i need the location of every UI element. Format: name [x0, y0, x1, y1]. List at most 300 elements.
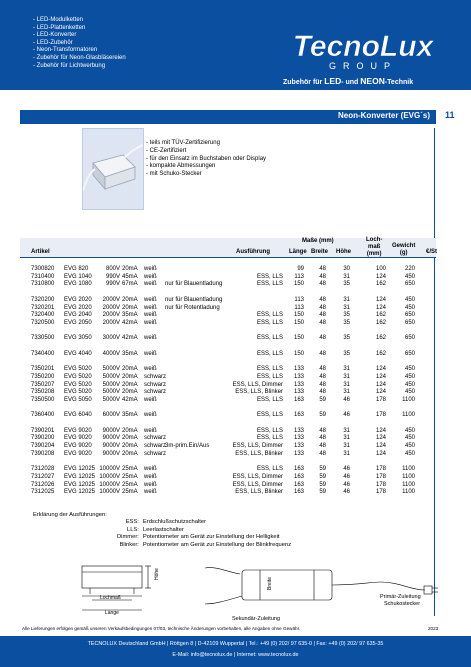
svg-text:GROUP: GROUP	[328, 61, 398, 71]
disclaimer: Alle Lieferungen erfolgen gemäß unseren Verkaufsbedingungen 07/03, technische Änderungen vorbehalten, alle Angaben ohne Gewähr.	[22, 626, 301, 631]
cell-gewicht: 1100	[402, 489, 415, 496]
cell-hinweis: nur für Blauentladung	[165, 296, 223, 303]
cell-lochmass: 124	[375, 427, 386, 434]
cell-laenge: 133	[293, 450, 304, 457]
cell-gewicht: 1100	[402, 466, 415, 473]
cell-laenge: 113	[294, 273, 304, 280]
cell-artikel: 7310400	[31, 273, 55, 280]
cell-breite: 48	[319, 266, 326, 272]
cell-breite: 48	[319, 281, 326, 288]
cell-gewicht: 450	[404, 389, 415, 396]
cell-lochmass: 178	[375, 481, 386, 488]
cell-farbe: weiß	[144, 366, 157, 373]
cell-modell: EVG 9020	[64, 427, 92, 434]
cell-modell: EVG 2050	[64, 319, 92, 326]
cell-strom: 20mA	[122, 389, 138, 396]
cell-modell: EVG 9020	[64, 435, 92, 442]
cell-spannung: 6000V	[102, 412, 120, 419]
cell-farbe: weiß	[144, 473, 157, 480]
col-head-laenge: Länge	[289, 249, 307, 255]
cell-lochmass: 124	[375, 381, 386, 388]
cell-modell: EVG 2020	[64, 304, 92, 311]
cell-strom: 42mA	[122, 396, 138, 403]
cell-artikel: 7320200	[31, 296, 55, 303]
table-row	[0, 489, 471, 497]
cell-farbe: weiß	[144, 396, 157, 403]
tagline: Zubehör für LED- und NEON-Technik	[283, 76, 414, 86]
cell-strom: 42mA	[122, 319, 138, 326]
cell-laenge: 150	[293, 319, 304, 326]
table-row	[0, 435, 471, 443]
tecnolux-logo	[283, 26, 443, 72]
cell-lochmass: 162	[375, 319, 386, 326]
cell-strom: 20mA	[122, 366, 138, 373]
cell-farbe: schwarz	[144, 435, 167, 442]
feature-list	[146, 140, 266, 179]
cell-hoehe: 31	[343, 427, 350, 434]
cell-hinweis: nur für Blauentladung	[165, 281, 223, 288]
col-head-preis: €/St	[426, 249, 438, 255]
cell-farbe: schwarz	[144, 373, 167, 380]
cell-lochmass: 178	[375, 473, 386, 480]
cell-gewicht: 450	[404, 435, 415, 442]
cell-lochmass: 124	[375, 296, 386, 303]
svg-text:TecnoLux: TecnoLux	[292, 30, 434, 63]
cell-spannung: 990V	[105, 281, 120, 288]
cell-lochmass: 124	[375, 435, 386, 442]
cell-strom: 45mA	[122, 273, 138, 280]
cell-modell: EVG 12025	[64, 466, 96, 473]
table-row	[0, 397, 471, 405]
cell-strom: 20mA	[122, 296, 138, 303]
cell-breite: 48	[319, 427, 326, 434]
cell-strom: 25mA	[122, 481, 138, 488]
cell-spannung: 9000V	[102, 443, 120, 450]
cell-hinweis: 3m-prim.Ein/Aus	[165, 443, 210, 450]
cell-spannung: 5000V	[102, 381, 120, 388]
feature-item: - CE-Zertifiziert	[146, 147, 187, 154]
cell-lochmass: 124	[375, 443, 386, 450]
cell-farbe: weiß	[144, 312, 157, 319]
cell-breite: 48	[319, 350, 326, 357]
col-head-gewicht: Gewicht (g)	[392, 243, 416, 256]
cell-breite: 48	[319, 366, 326, 373]
cell-ausfuehrung: ESS, LLS, Dimmer	[232, 473, 283, 480]
product-category-list	[33, 17, 126, 70]
cell-spannung: 5000V	[102, 373, 120, 380]
cell-artikel: 7390208	[31, 450, 55, 457]
cell-gewicht: 450	[404, 427, 415, 434]
cell-gewicht: 650	[404, 335, 415, 342]
cell-laenge: 99	[297, 266, 304, 272]
table-row	[0, 320, 471, 328]
cell-gewicht: 220	[404, 266, 415, 272]
cell-gewicht: 450	[404, 450, 415, 457]
cell-gewicht: 450	[404, 366, 415, 373]
cell-hoehe: 31	[343, 450, 350, 457]
cell-spannung: 4000V	[102, 350, 120, 357]
cell-spannung: 5000V	[102, 389, 120, 396]
cell-modell: EVG 4040	[64, 350, 92, 357]
col-head-lochmass: Loch- maß (mm)	[366, 237, 383, 257]
cell-gewicht: 650	[404, 350, 415, 357]
cell-modell: EVG 12025	[64, 473, 96, 480]
cell-modell: EVG 5020	[64, 366, 92, 373]
cell-artikel: 7350207	[31, 381, 55, 388]
table-row	[0, 474, 471, 482]
cell-laenge: 133	[293, 443, 304, 450]
footer-contact: E-Mail: info@tecnolux.de | Internet: www.tecnolux.de	[172, 652, 299, 658]
cell-artikel: 7320500	[31, 319, 55, 326]
cell-modell: EVG 5020	[64, 381, 92, 388]
cell-gewicht: 650	[404, 281, 415, 288]
cell-laenge: 133	[293, 427, 304, 434]
cell-ausfuehrung: ESS, LLS	[256, 373, 283, 380]
cell-laenge: 133	[293, 366, 304, 373]
cell-farbe: schwarz	[144, 381, 167, 388]
category-item: - LED-Modulketten	[33, 17, 84, 23]
product-photo	[82, 128, 144, 210]
cell-breite: 59	[319, 466, 326, 473]
cell-hoehe: 46	[343, 481, 350, 488]
dimension-drawing	[20, 560, 440, 622]
cell-farbe: weiß	[144, 296, 157, 303]
cell-spannung: 800V	[105, 266, 120, 272]
cell-farbe: weiß	[144, 281, 157, 288]
cell-strom: 20mA	[122, 304, 138, 311]
table-row	[0, 374, 471, 382]
cell-strom: 35mA	[122, 312, 138, 319]
label-hoehe: Höhe	[154, 568, 160, 580]
cell-farbe: weiß	[144, 304, 157, 311]
cell-breite: 48	[319, 435, 326, 442]
label-primaer-2: Schukostecker	[384, 601, 421, 607]
cell-ausfuehrung: ESS, LLS	[256, 366, 283, 373]
cell-ausfuehrung: ESS, LLS	[256, 319, 283, 326]
cell-spannung: 3000V	[102, 335, 120, 342]
label-sekundaer: Sekundär-Zuleitung	[232, 616, 281, 622]
cell-laenge: 163	[293, 396, 304, 403]
cell-artikel: 7390201	[31, 427, 55, 434]
cell-spannung: 10000V	[99, 489, 120, 496]
cell-laenge: 150	[293, 335, 304, 342]
section-title: Neon-Konverter (EVG´s)	[337, 111, 430, 120]
footer-year: 2023	[428, 626, 439, 631]
table-row	[0, 382, 471, 390]
cell-modell: EVG 3050	[64, 335, 92, 342]
cell-modell: EVG 5020	[64, 389, 92, 396]
cell-laenge: 163	[293, 481, 304, 488]
cell-spannung: 9000V	[102, 450, 120, 457]
table-row	[0, 443, 471, 451]
category-item: - LED-Konverter	[33, 32, 77, 39]
cell-farbe: weiß	[144, 350, 157, 357]
cell-modell: EVG 9020	[64, 443, 92, 450]
cell-artikel: 7330500	[31, 335, 55, 342]
cell-modell: EVG 820	[64, 266, 89, 272]
feature-item: - teils mit TÜV-Zertifizierung	[146, 140, 220, 146]
cell-ausfuehrung: ESS, LLS	[256, 312, 283, 319]
cell-artikel: 7310800	[31, 281, 55, 288]
cell-artikel: 7350208	[31, 389, 55, 396]
cell-spannung: 990V	[105, 273, 120, 280]
cell-spannung: 9000V	[102, 435, 120, 442]
table-row	[0, 274, 471, 282]
cell-laenge: 113	[294, 296, 304, 303]
cell-lochmass: 124	[375, 273, 386, 280]
table-row	[0, 466, 471, 474]
cell-farbe: weiß	[144, 412, 157, 419]
table-row	[0, 412, 471, 420]
table-header-rule	[20, 257, 436, 258]
cell-laenge: 150	[293, 350, 304, 357]
cell-farbe: weiß	[144, 319, 157, 326]
cell-laenge: 163	[293, 489, 304, 496]
cell-breite: 59	[319, 481, 326, 488]
cell-laenge: 133	[293, 381, 304, 388]
table-row	[0, 266, 471, 274]
cell-spannung: 5000V	[102, 366, 120, 373]
category-item: - LED-Plattenketten	[33, 24, 86, 31]
cell-lochmass: 124	[375, 389, 386, 396]
legend-notes	[33, 512, 295, 549]
cell-farbe: schwarz	[144, 443, 167, 450]
cell-strom: 20mA	[122, 427, 138, 434]
cell-strom: 42mA	[122, 335, 138, 342]
cell-laenge: 133	[293, 435, 304, 442]
cell-hoehe: 31	[343, 373, 350, 380]
legend-key: ESS:	[125, 519, 139, 526]
cell-gewicht: 650	[404, 312, 415, 319]
cell-lochmass: 124	[375, 450, 386, 457]
cell-strom: 20mA	[122, 373, 138, 380]
table-row	[0, 305, 471, 313]
cell-gewicht: 1100	[402, 473, 415, 480]
cell-farbe: schwarz	[144, 450, 167, 457]
cell-modell: EVG 6040	[64, 412, 92, 419]
cell-hoehe: 46	[343, 489, 350, 496]
cell-hoehe: 35	[343, 281, 350, 288]
cell-ausfuehrung: ESS, LLS, Blinker	[235, 450, 283, 457]
cell-farbe: weiß	[144, 273, 157, 280]
cell-laenge: 163	[293, 412, 304, 419]
cell-spannung: 2000V	[102, 296, 120, 303]
cell-farbe: schwarz	[144, 389, 167, 396]
cell-breite: 48	[319, 312, 326, 319]
cell-ausfuehrung: ESS, LLS	[256, 335, 283, 342]
legend-key: LLS:	[126, 526, 139, 533]
cell-artikel: 7312027	[31, 473, 55, 480]
cell-breite: 59	[319, 396, 326, 403]
cell-modell: EVG 2020	[64, 296, 92, 303]
cell-artikel: 7312026	[31, 481, 55, 488]
cell-breite: 48	[319, 389, 326, 396]
cell-strom: 20mA	[122, 381, 138, 388]
cell-hoehe: 31	[343, 304, 350, 311]
cell-breite: 48	[319, 381, 326, 388]
cell-farbe: weiß	[144, 489, 157, 496]
feature-item: - für den Einsatz im Buchstaben oder Display	[146, 155, 267, 162]
cell-ausfuehrung: ESS, LLS	[256, 396, 283, 403]
cell-ausfuehrung: ESS, LLS	[256, 435, 283, 442]
label-lochmass: Lochmaß	[100, 595, 121, 601]
cell-breite: 48	[319, 373, 326, 380]
cell-artikel: 7390204	[31, 443, 55, 450]
cell-breite: 48	[319, 450, 326, 457]
cell-strom: 25mA	[122, 473, 138, 480]
cell-lochmass: 178	[375, 396, 386, 403]
cell-artikel: 7320201	[31, 304, 55, 311]
cell-gewicht: 650	[404, 319, 415, 326]
legend-title: Erklärung der Ausführungen:	[33, 512, 107, 518]
cell-modell: EVG 5020	[64, 373, 92, 380]
cell-artikel: 7360400	[31, 412, 55, 419]
cell-breite: 48	[319, 443, 326, 450]
cell-farbe: weiß	[144, 335, 157, 342]
cell-strom: 20mA	[122, 266, 138, 272]
cell-breite: 59	[319, 489, 326, 496]
table-row	[0, 297, 471, 305]
cell-hoehe: 35	[343, 335, 350, 342]
category-item: - Neon-Transformatoren	[33, 47, 98, 54]
page-number: 11	[445, 110, 455, 120]
cell-spannung: 10000V	[99, 466, 120, 473]
cell-lochmass: 162	[375, 335, 386, 342]
cell-laenge: 133	[293, 373, 304, 380]
cell-ausfuehrung: ESS, LLS	[256, 281, 283, 288]
cell-ausfuehrung: ESS, LLS, Blinker	[235, 389, 283, 396]
cell-artikel: 7300820	[31, 266, 55, 272]
cell-gewicht: 450	[404, 381, 415, 388]
label-primaer-1: Primär-Zuleitung	[380, 594, 421, 600]
cell-lochmass: 124	[375, 373, 386, 380]
cell-spannung: 2000V	[102, 304, 120, 311]
cell-strom: 25mA	[122, 466, 138, 473]
cell-farbe: weiß	[144, 427, 157, 434]
table-row	[0, 428, 471, 436]
cell-gewicht: 450	[404, 443, 415, 450]
cell-gewicht: 1100	[402, 412, 415, 419]
cell-strom: 20mA	[122, 450, 138, 457]
footer-address: TECNOLUX Deutschland GmbH | Röttgen 8 | D-42109 Wuppertal | Tel.: +49 (0) 202/ 97 635-0 | Fax: +49 (0) 202/ 97 635-35	[87, 641, 384, 647]
cell-lochmass: 162	[375, 312, 386, 319]
cell-lochmass: 100	[375, 266, 386, 272]
cell-strom: 20mA	[122, 435, 138, 442]
cell-breite: 48	[319, 335, 326, 342]
cell-laenge: 163	[293, 473, 304, 480]
cell-hoehe: 31	[343, 443, 350, 450]
cell-modell: EVG 5050	[64, 396, 92, 403]
cell-spannung: 9000V	[102, 427, 120, 434]
cell-artikel: 7350201	[31, 366, 55, 373]
cell-hoehe: 30	[343, 266, 350, 272]
cell-spannung: 10000V	[99, 473, 120, 480]
feature-item: - mit Schuko-Stecker	[146, 171, 202, 178]
legend-text: Erdschlußschutzschalter	[142, 519, 207, 526]
cell-hoehe: 35	[343, 319, 350, 326]
legend-text: Leerlastschalter	[142, 526, 184, 533]
table-row	[0, 281, 471, 289]
cell-gewicht: 450	[404, 304, 415, 311]
cell-artikel: 7390200	[31, 435, 55, 442]
table-row	[0, 335, 471, 343]
table-row	[0, 366, 471, 374]
cell-ausfuehrung: ESS, LLS	[256, 427, 283, 434]
legend-key: Blinker:	[119, 541, 139, 548]
cell-spannung: 5000V	[102, 396, 120, 403]
cell-breite: 48	[319, 304, 326, 311]
cell-ausfuehrung: ESS, LLS	[256, 350, 283, 357]
cell-hoehe: 46	[343, 396, 350, 403]
cell-artikel: 7350200	[31, 373, 55, 380]
cell-artikel: 7312025	[31, 489, 55, 496]
cell-breite: 48	[319, 319, 326, 326]
cell-ausfuehrung: ESS, LLS	[256, 273, 283, 280]
cell-laenge: 163	[293, 466, 304, 473]
cell-artikel: 7312028	[31, 466, 55, 473]
cell-artikel: 7340400	[31, 350, 55, 357]
cell-gewicht: 450	[404, 373, 415, 380]
category-item: - Zubehör für Lichtwerbung	[33, 62, 106, 69]
table-row	[0, 312, 471, 320]
table-row	[0, 451, 471, 459]
cell-breite: 59	[319, 473, 326, 480]
cell-artikel: 7350500	[31, 396, 55, 403]
cell-laenge: 150	[293, 312, 304, 319]
cell-ausfuehrung: ESS, LLS	[256, 466, 283, 473]
cell-gewicht: 450	[404, 296, 415, 303]
cell-ausfuehrung: ESS, LLS, Dimmer	[232, 481, 283, 488]
cell-gewicht: 450	[404, 273, 415, 280]
cell-strom: 35mA	[122, 412, 138, 419]
category-item: - Zubehör für Neon-Glasbläsereien	[33, 54, 126, 61]
cell-laenge: 150	[293, 281, 304, 288]
cell-breite: 48	[319, 296, 326, 303]
cell-hinweis: nur für Rotentladung	[165, 304, 220, 311]
col-head-hoehe: Höhe	[336, 249, 351, 255]
cell-lochmass: 178	[375, 466, 386, 473]
cell-modell: EVG 2040	[64, 312, 92, 319]
cell-modell: EVG 1040	[64, 273, 92, 280]
cell-hoehe: 35	[343, 350, 350, 357]
legend-key: Dimmer:	[117, 534, 139, 541]
cell-spannung: 10000V	[99, 481, 120, 488]
legend-text: Potentiometer am Gerät zur Einstellung der Blinkfrequenz	[142, 541, 292, 548]
cell-laenge: 133	[293, 389, 304, 396]
cell-spannung: 2000V	[102, 312, 120, 319]
cell-lochmass: 162	[375, 350, 386, 357]
cell-farbe: weiß	[144, 466, 157, 473]
cell-hoehe: 31	[343, 366, 350, 373]
cell-hoehe: 31	[343, 389, 350, 396]
table-row	[0, 389, 471, 397]
cell-modell: EVG 12025	[64, 481, 96, 488]
cell-hoehe: 31	[343, 435, 350, 442]
table-row	[0, 351, 471, 359]
cell-strom: 25mA	[122, 489, 138, 496]
cell-modell: EVG 9020	[64, 450, 92, 457]
cell-lochmass: 124	[375, 366, 386, 373]
cell-hoehe: 46	[343, 412, 350, 419]
category-item: - LED-Zubehör	[33, 39, 73, 46]
col-head-ausfuehrung: Ausführung	[236, 249, 270, 255]
cell-spannung: 2000V	[102, 319, 120, 326]
cell-lochmass: 178	[375, 412, 386, 419]
cell-gewicht: 1100	[402, 396, 415, 403]
cell-hoehe: 31	[343, 273, 350, 280]
col-head-masse: Maße (mm)	[302, 238, 334, 244]
cell-strom: 35mA	[122, 350, 138, 357]
